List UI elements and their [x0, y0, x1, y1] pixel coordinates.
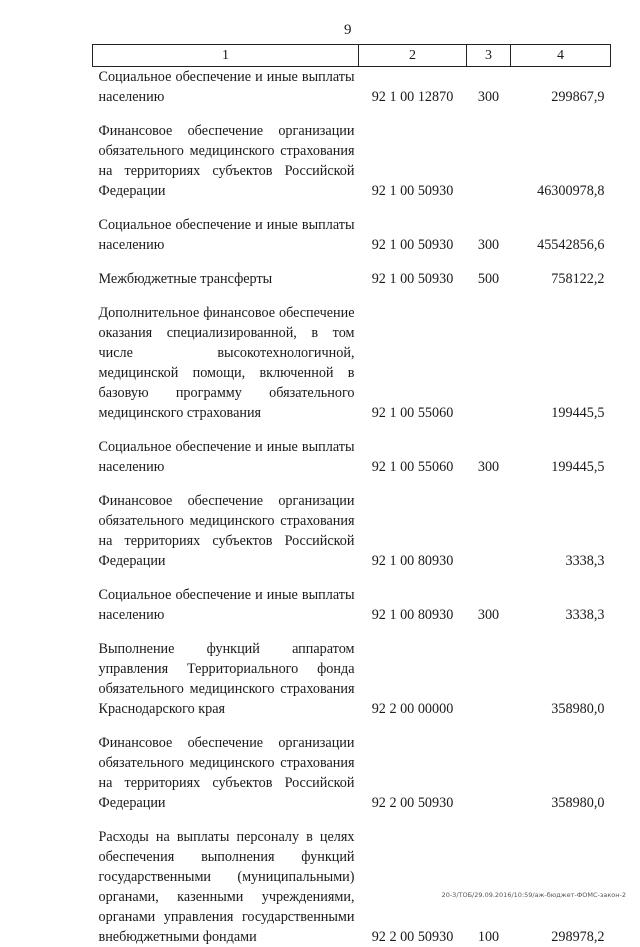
row-type [467, 491, 511, 571]
row-code: 92 1 00 80930 [371, 607, 454, 623]
row-name: Дополнительное финансовое обеспечение оказания специализированной, в том числе высокотехнологичной, медицинской помощи, включенной в базовую программу обязательного медицинского страхования [98, 305, 355, 421]
row-name: Финансовое обеспечение организации обязательного медицинского страхования на территориях субъектов Российской Федерации [98, 123, 355, 199]
row-code: 92 1 00 55060 [371, 459, 454, 475]
table-row [93, 121, 611, 201]
footer-stamp: 20-3/ТОБ/29.09.2016/10:59/аж-бюджет-ФОМС-закон-2 [441, 891, 626, 899]
row-type: 500 [477, 271, 500, 287]
row-code: 92 1 00 80930 [371, 553, 454, 569]
row-code: 92 2 00 50930 [371, 929, 454, 945]
header-col-3: 3 [467, 45, 511, 67]
row-code: 92 2 00 00000 [371, 701, 454, 717]
header-col-4: 4 [511, 45, 611, 67]
row-type: 300 [477, 459, 500, 475]
row-code: 92 1 00 55060 [371, 405, 454, 421]
row-name: Социальное обеспечение и иные выплаты населению [98, 69, 355, 105]
row-type: 300 [477, 89, 500, 105]
row-code: 92 1 00 12870 [371, 89, 454, 105]
row-name: Расходы на выплаты персоналу в целях обеспечения выполнения функций государственными (муниципальными) органами, казенными учреждениями, органами управления государственными внебюджетными фондами [98, 829, 355, 945]
table-row [93, 215, 611, 255]
table-row [93, 827, 611, 947]
table-row [93, 269, 611, 289]
row-amount: 298978,2 [551, 929, 605, 945]
row-type: 100 [477, 929, 500, 945]
row-type [467, 639, 511, 719]
row-amount: 46300978,8 [537, 183, 605, 199]
row-name: Социальное обеспечение и иные выплаты населению [98, 217, 355, 253]
header-col-2: 2 [359, 45, 467, 67]
row-code: 92 1 00 50930 [371, 237, 454, 253]
table-row [93, 585, 611, 625]
row-type [467, 121, 511, 201]
page-number: 9 [344, 22, 352, 38]
row-type [467, 303, 511, 423]
table-row [93, 491, 611, 571]
row-type: 300 [477, 237, 500, 253]
row-name: Финансовое обеспечение организации обязательного медицинского страхования на территориях субъектов Российской Федерации [98, 493, 355, 569]
row-name: Межбюджетные трансферты [98, 271, 273, 287]
row-amount: 199445,5 [551, 405, 605, 421]
row-name: Социальное обеспечение и иные выплаты населению [98, 439, 355, 475]
row-amount: 299867,9 [551, 89, 605, 105]
table-row [93, 437, 611, 477]
row-type: 300 [477, 607, 500, 623]
row-code: 92 2 00 50930 [371, 795, 454, 811]
row-code: 92 1 00 50930 [371, 183, 454, 199]
row-amount: 3338,3 [565, 607, 605, 623]
row-amount: 758122,2 [551, 271, 605, 287]
row-name: Выполнение функций аппаратом управления Территориального фонда обязательного медицинского страхования Краснодарского края [98, 641, 355, 717]
row-code: 92 1 00 50930 [371, 271, 454, 287]
row-name: Финансовое обеспечение организации обязательного медицинского страхования на территориях субъектов Российской Федерации [98, 735, 355, 811]
header-row [93, 45, 611, 67]
row-amount: 358980,0 [551, 795, 605, 811]
row-amount: 199445,5 [551, 459, 605, 475]
row-name: Социальное обеспечение и иные выплаты населению [98, 587, 355, 623]
row-type [467, 733, 511, 813]
table-row [93, 639, 611, 719]
table-row [93, 67, 611, 108]
row-amount: 358980,0 [551, 701, 605, 717]
table-row [93, 303, 611, 423]
table-row [93, 733, 611, 813]
budget-table [92, 44, 611, 947]
row-amount: 45542856,6 [537, 237, 605, 253]
row-amount: 3338,3 [565, 553, 605, 569]
header-col-1: 1 [93, 45, 359, 67]
